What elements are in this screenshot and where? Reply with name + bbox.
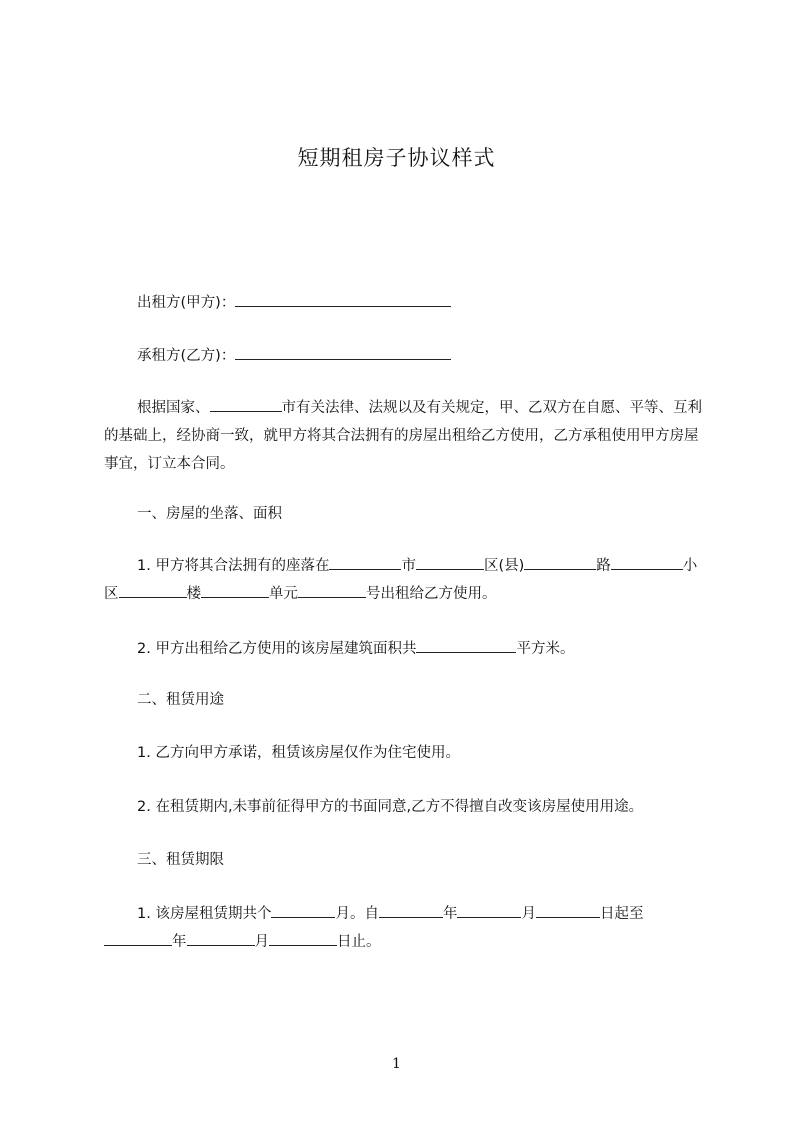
- s3i1-blank-end-month: [187, 930, 255, 946]
- section2-item2: 2. 在租赁期内,未事前征得甲方的书面同意,乙方不得擅自改变该房屋使用用途。: [137, 799, 644, 815]
- s3i1-blank-end-day: [269, 930, 337, 946]
- section2-heading: 二、租赁用途: [137, 692, 224, 708]
- s1i1-blank-city: [329, 554, 401, 570]
- s3i1-text-8: 日止。: [337, 934, 381, 950]
- s3i1-blank-months: [271, 902, 335, 918]
- s1i2-text-2: 平方米。: [516, 641, 575, 657]
- section3-heading: 三、租赁期限: [137, 852, 224, 868]
- s3i1-text-2: 月。自: [335, 906, 379, 922]
- page-title: 短期租房子协议样式: [297, 146, 496, 170]
- lessee-label: 承租方(乙方)：: [137, 348, 236, 364]
- s1i1-blank-unit: [201, 582, 269, 598]
- s3i1-text-6: 年: [172, 934, 187, 950]
- page-number: 1: [392, 1056, 401, 1072]
- s1i1-text-8: 号出租给乙方使用。: [366, 586, 497, 602]
- s3i1-blank-end-year: [104, 930, 172, 946]
- intro-paragraph: [104, 394, 702, 478]
- lessor-label: 出租方(甲方)：: [137, 295, 236, 311]
- s3i1-blank-start-month: [457, 902, 521, 918]
- s3i1-text-4: 月: [521, 906, 536, 922]
- section2-item1: 1. 乙方向甲方承诺，租赁该房屋仅作为住宅使用。: [137, 745, 460, 761]
- lessee-line: [137, 344, 451, 366]
- s3i1-blank-start-day: [536, 902, 600, 918]
- intro-text-2: 市有关法律、法规以及有关规定，甲、乙双方在自愿、平等、互利的基础上，经协商一致，就甲方将其合法拥有的房屋出租给乙方使用，乙方承租使用甲方房屋事宜，订立本合同。: [104, 400, 702, 472]
- s1i2-text-1: 2. 甲方出租给乙方使用的该房屋建筑面积共: [137, 641, 417, 657]
- s1i1-blank-community: [611, 554, 683, 570]
- section1-heading: 一、房屋的坐落、面积: [137, 506, 282, 522]
- section1-item2: [137, 637, 574, 659]
- s1i1-blank-number: [298, 582, 366, 598]
- s1i1-text-3: 区(县): [483, 558, 525, 574]
- s1i1-text-7: 单元: [269, 586, 298, 602]
- lessor-blank: [235, 291, 451, 307]
- s3i1-text-7: 月: [254, 934, 269, 950]
- s1i1-text-5: 小区: [104, 558, 698, 602]
- s3i1-blank-start-year: [379, 902, 443, 918]
- s3i1-text-5: 日起至: [599, 906, 644, 922]
- intro-text-1: 根据国家、: [137, 400, 210, 416]
- s1i1-blank-district: [416, 554, 484, 570]
- lessee-blank: [235, 344, 451, 360]
- s1i1-text-4: 路: [596, 558, 611, 574]
- s1i1-text-6: 楼: [186, 586, 201, 602]
- city-blank: [210, 396, 282, 412]
- section1-item1: [104, 552, 702, 608]
- section3-item1: [104, 900, 702, 956]
- s1i1-blank-road: [524, 554, 596, 570]
- s1i1-text-2: 市: [401, 558, 416, 574]
- s3i1-text-1: 1. 该房屋租赁期共个: [137, 906, 272, 922]
- s3i1-text-3: 年: [442, 906, 458, 922]
- s1i1-blank-building: [119, 582, 187, 598]
- area-blank: [416, 637, 516, 653]
- s1i1-text-1: 1. 甲方将其合法拥有的座落在: [137, 558, 330, 574]
- lessor-line: [137, 291, 451, 313]
